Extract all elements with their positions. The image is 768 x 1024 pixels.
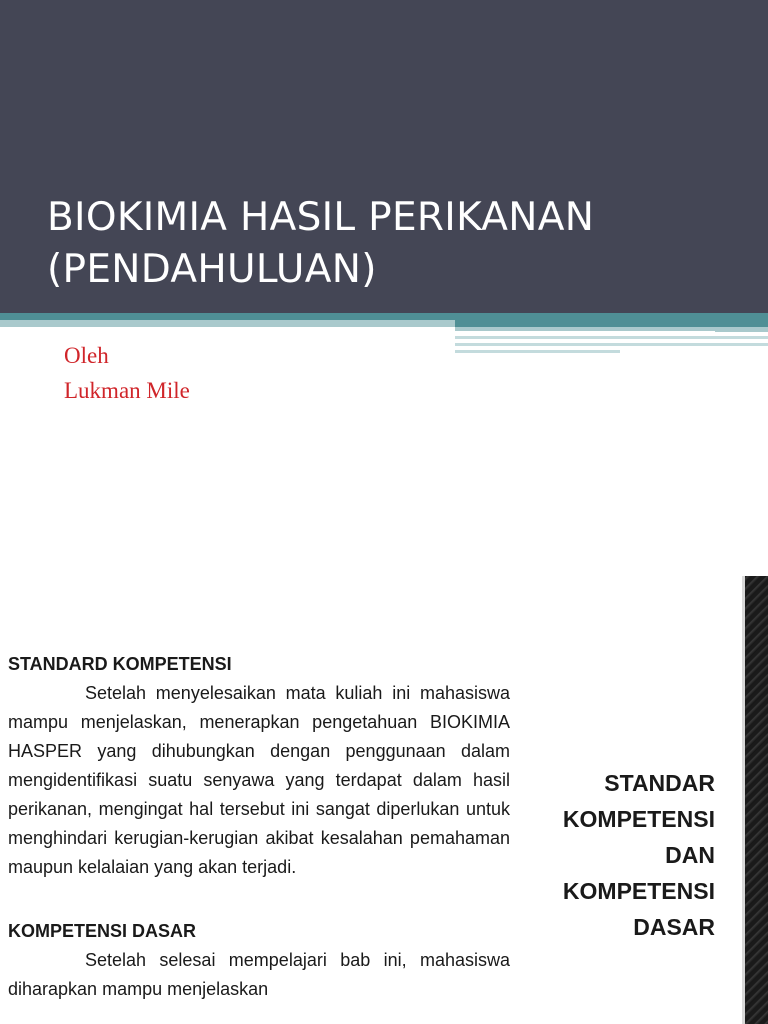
side-title-line: KOMPETENSI bbox=[562, 878, 715, 904]
competency-body bbox=[8, 650, 510, 1004]
section-paragraph-standard: Setelah menyelesaikan mata kuliah ini mahasiswa mampu menjelaskan, menerapkan pengetahuan BIOKIMIA HASPER yang dihubungkan dengan penggunaan dalam mengidentifikasi suatu senyawa yang terdapat dalam hasil perikanan, mengingat hal tersebut ini sangat diperlukan untuk menghindari kerugian-kerugian akibat kesalahan pemahaman maupun kelalaian yang akan terjadi. bbox=[8, 683, 510, 877]
side-title-line: DASAR bbox=[633, 914, 715, 940]
slide-title bbox=[47, 192, 747, 296]
accent-stripe bbox=[620, 349, 768, 350]
author-prefix: Oleh bbox=[64, 343, 109, 368]
side-title-line: DAN bbox=[665, 842, 715, 868]
side-title bbox=[520, 765, 715, 945]
side-title-line: STANDAR bbox=[604, 770, 715, 796]
accent-stripe bbox=[455, 336, 768, 339]
section-paragraph-basic: Setelah selesai mempelajari bab ini, mahasiswa diharapkan mampu menjelaskan bbox=[8, 950, 510, 999]
accent-stripe bbox=[455, 331, 715, 333]
author-block bbox=[64, 338, 190, 408]
slide-title-line-1: BIOKIMIA HASIL PERIKANAN bbox=[47, 195, 595, 240]
competency-slide bbox=[0, 576, 768, 1024]
slide-edge-decoration bbox=[742, 576, 768, 1024]
accent-stripe bbox=[455, 350, 620, 353]
section-gap bbox=[8, 882, 510, 917]
author-name: Lukman Mile bbox=[64, 378, 190, 403]
accent-stripe bbox=[0, 320, 455, 327]
side-title-line: KOMPETENSI bbox=[562, 806, 715, 832]
section-heading-basic: KOMPETENSI DASAR bbox=[8, 921, 197, 941]
slide-title-line-2: (PENDAHULUAN) bbox=[47, 247, 377, 292]
accent-stripe bbox=[455, 343, 768, 346]
section-heading-standard: STANDARD KOMPETENSI bbox=[8, 654, 232, 674]
